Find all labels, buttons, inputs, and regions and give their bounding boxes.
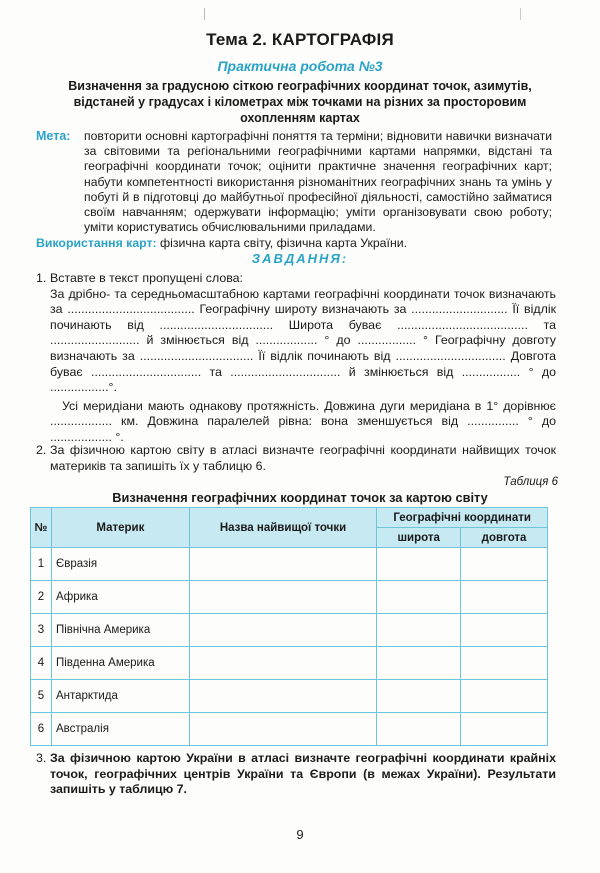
maps-used-label: Використання карт: <box>36 236 157 250</box>
table-title: Визначення географічних координат точок за картою світу <box>112 490 488 505</box>
tasks-header: ЗАВДАННЯ: <box>251 251 349 266</box>
theme-title: Тема 2. КАРТОГРАФІЯ <box>206 30 394 49</box>
maps-used-text: фізична карта світу, фізична карта України. <box>156 236 408 250</box>
row-peak-cell[interactable] <box>189 581 377 614</box>
task-title: Вставте в текст пропущені слова: <box>50 271 244 285</box>
goal-text: повторити основні картографічні поняття та терміни; відновити навички визначати за світовими та регіональними географічними картами напрямки, відстані та географічні координати точок; оцінити практичне значення географічних карт; набути компетентності використання різноманітних географічних знань та умінь у побуті й в підготовці до майбутньої професійної діяльності, самостійно займатися своїм навчанням; одержувати інформацію; уміти організовувати свою роботу; уміти користуватись обчислювальними приладами. <box>84 129 552 235</box>
table-row <box>31 614 548 647</box>
header-longitude: довгота <box>461 528 548 548</box>
row-num: 6 <box>31 713 52 746</box>
maps-used <box>36 236 407 250</box>
header-continent: Материк <box>51 508 189 548</box>
row-continent: Південна Америка <box>51 647 189 680</box>
row-lon-cell[interactable] <box>461 614 548 647</box>
row-peak-cell[interactable] <box>189 647 377 680</box>
task-number: 3. <box>36 751 47 765</box>
print-mark <box>520 8 521 20</box>
row-continent: Євразія <box>51 548 189 581</box>
row-num: 5 <box>31 680 52 713</box>
row-continent: Австралія <box>51 713 189 746</box>
coordinates-table <box>30 507 548 746</box>
row-peak-cell[interactable] <box>189 680 377 713</box>
table-row <box>31 581 548 614</box>
print-mark <box>204 8 205 20</box>
row-num: 1 <box>31 548 52 581</box>
table-caption: Таблиця 6 <box>503 476 558 488</box>
row-lon-cell[interactable] <box>461 548 548 581</box>
row-num: 2 <box>31 581 52 614</box>
task-paragraph: За дрібно- та середньомасштабною картами географічні координати точок визначають за ..................................... Географічну широту визначають за ............................ Її відлік починають від ................................. Широта буває ...................................... та .......................... й змінюється від .................. ° до ................. ° Географічну довготу визначають за ................................. Її відлік починають від ................................ Довгота буває ................................ та ................................ й змінюється від ................. ° до .................°. <box>50 286 556 395</box>
row-lat-cell[interactable] <box>377 680 461 713</box>
practical-work-title: Практична робота №3 <box>217 58 383 74</box>
task-text: За фізичною картою світу в атласі визначте географічні координати найвищих точок материків та запишіть їх у таблицю 6. <box>50 443 556 473</box>
row-continent: Африка <box>51 581 189 614</box>
row-peak-cell[interactable] <box>189 548 377 581</box>
header-coordinates: Географічні координати <box>377 508 548 528</box>
row-lon-cell[interactable] <box>461 581 548 614</box>
row-lat-cell[interactable] <box>377 713 461 746</box>
row-lon-cell[interactable] <box>461 680 548 713</box>
task-3 <box>36 751 556 798</box>
table-row <box>31 548 548 581</box>
header-num: № <box>31 508 52 548</box>
work-title: Визначення за градусною сіткою географічних координат точок, азимутів, відстаней у градусах і кілометрах між точками на різних за просторовим охопленням картах <box>68 79 532 125</box>
row-lat-cell[interactable] <box>377 581 461 614</box>
row-lat-cell[interactable] <box>377 614 461 647</box>
task-number: 2. <box>36 443 47 457</box>
task-2 <box>36 443 556 474</box>
row-num: 4 <box>31 647 52 680</box>
row-lat-cell[interactable] <box>377 548 461 581</box>
table-row <box>31 647 548 680</box>
row-num: 3 <box>31 614 52 647</box>
row-continent: Північна Америка <box>51 614 189 647</box>
table-row <box>31 680 548 713</box>
row-peak-cell[interactable] <box>189 713 377 746</box>
row-peak-cell[interactable] <box>189 614 377 647</box>
task-1 <box>36 271 556 446</box>
task-text: За фізичною картою України в атласі визначте географічні координати крайніх точок, географічних центрів України та Європи (в межах України). Результати запишіть у таблицю 7. <box>50 751 556 797</box>
table-row <box>31 713 548 746</box>
page-number: 9 <box>296 827 304 842</box>
task-number: 1. <box>36 271 47 285</box>
row-continent: Антарктида <box>51 680 189 713</box>
row-lon-cell[interactable] <box>461 647 548 680</box>
header-latitude: широта <box>377 528 461 548</box>
row-lon-cell[interactable] <box>461 713 548 746</box>
header-peak: Назва найвищої точки <box>189 508 377 548</box>
task-paragraph: Усі меридіани мають однакову протяжність. Довжина дуги меридіана в 1° дорівнює .................. км. Довжина паралелей рівна: вона зменшується від ............... ° до .................. °. <box>50 398 556 444</box>
goal-label: Мета: <box>36 129 71 143</box>
row-lat-cell[interactable] <box>377 647 461 680</box>
